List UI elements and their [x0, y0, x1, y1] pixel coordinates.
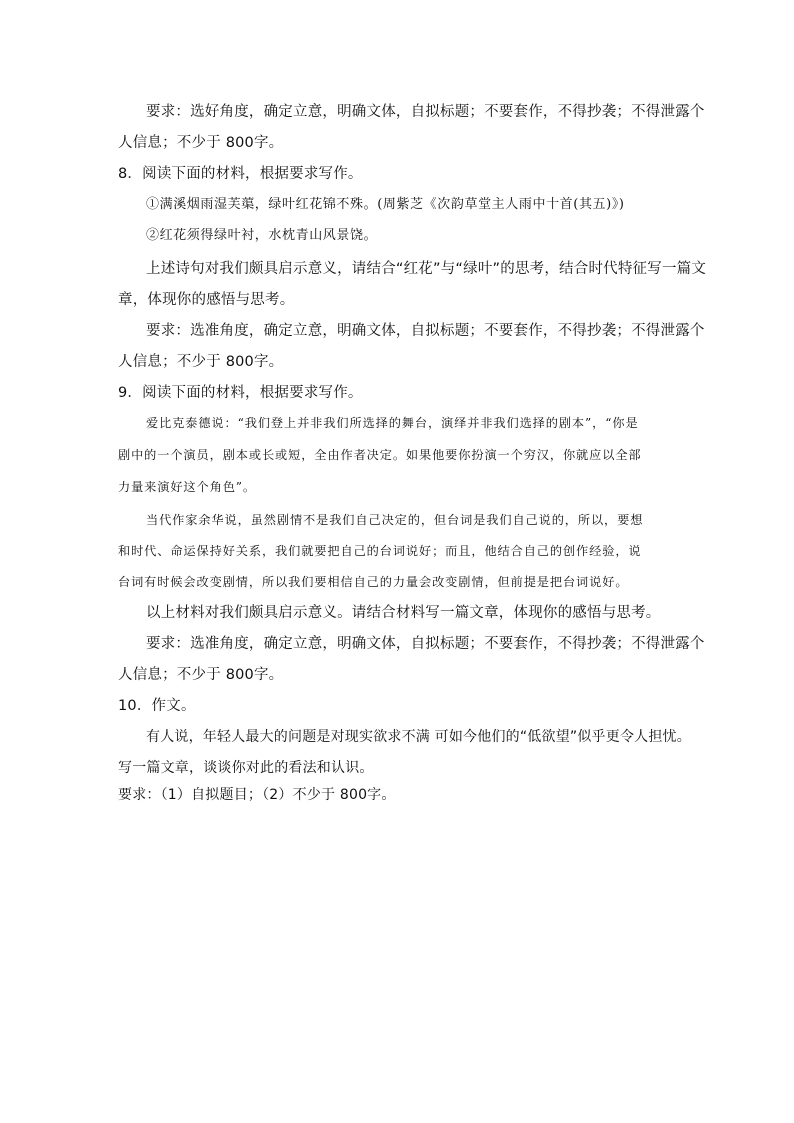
quote-text: 当代作家余华说，虽然剧情不是我们自己决定的，但台词是我们自己说的，所以，要想	[146, 513, 644, 527]
question-heading: 10．作文。	[118, 698, 196, 714]
requirement-text: 要求：选准角度，确定立意，明确文体，自拟标题；不要套作，不得抄袭；不得泄露个	[146, 636, 705, 652]
paragraph-text: 写一篇文章，谈谈你对此的看法和认识。	[118, 760, 374, 776]
quote-text: 剧中的一个演员，剧本或长或短，全由作者决定。如果他要你扮演一个穷汉，你就应以全部	[118, 448, 642, 462]
requirement-text: 要求：选准角度，确定立意，明确文体，自拟标题；不要套作，不得抄袭；不得泄露个	[146, 323, 705, 339]
paragraph-text: 章，体现你的感悟与思考。	[118, 292, 295, 308]
question-heading: 8．阅读下面的材料，根据要求写作。	[118, 166, 363, 182]
question-heading: 9．阅读下面的材料，根据要求写作。	[118, 385, 363, 401]
requirement-text: 要求：选好角度，确定立意，明确文体，自拟标题；不要套作，不得抄袭；不得泄露个	[146, 104, 705, 120]
paragraph-text: 有人说，年轻人最大的问题是对现实欲求不满 可如今他们的“低欲望”似乎更令人担忧。	[146, 729, 691, 745]
paragraph-text: 上述诗句对我们颇具启示意义，请结合“红花”与“绿叶”的思考，结合时代特征写一篇文	[146, 261, 707, 277]
quote-text: 台词有时候会改变剧情，所以我们要相信自己的力量会改变剧情，但前提是把台词说好。	[118, 575, 629, 589]
requirement-text: 人信息；不少于 800字。	[118, 135, 284, 151]
paragraph-text: 以上材料对我们颇具启示意义。请结合材料写一篇文章，体现你的感悟与思考。	[146, 605, 661, 621]
poem-line: ②红花须得绿叶衬，水枕青山风景饶。	[146, 228, 378, 243]
poem-line: ①满溪烟雨湿芙蕖，绿叶红花锦不殊。(周紫芝《次韵草堂主人雨中十首(其五)》)	[146, 197, 625, 212]
quote-text: 力量来演好这个角色”。	[118, 480, 257, 494]
requirement-text: 要求：（1）自拟题目；（2）不少于 800字。	[118, 787, 396, 803]
requirement-text: 人信息；不少于 800字。	[118, 354, 284, 370]
quote-text: 爱比克泰德说：“我们登上并非我们所选择的舞台，演绎并非我们选择的剧本”，“你是	[146, 416, 639, 430]
requirement-text: 人信息；不少于 800字。	[118, 667, 284, 683]
quote-text: 和时代、命运保持好关系，我们就要把自己的台词说好；而且，他结合自己的创作经验，说	[118, 544, 642, 558]
